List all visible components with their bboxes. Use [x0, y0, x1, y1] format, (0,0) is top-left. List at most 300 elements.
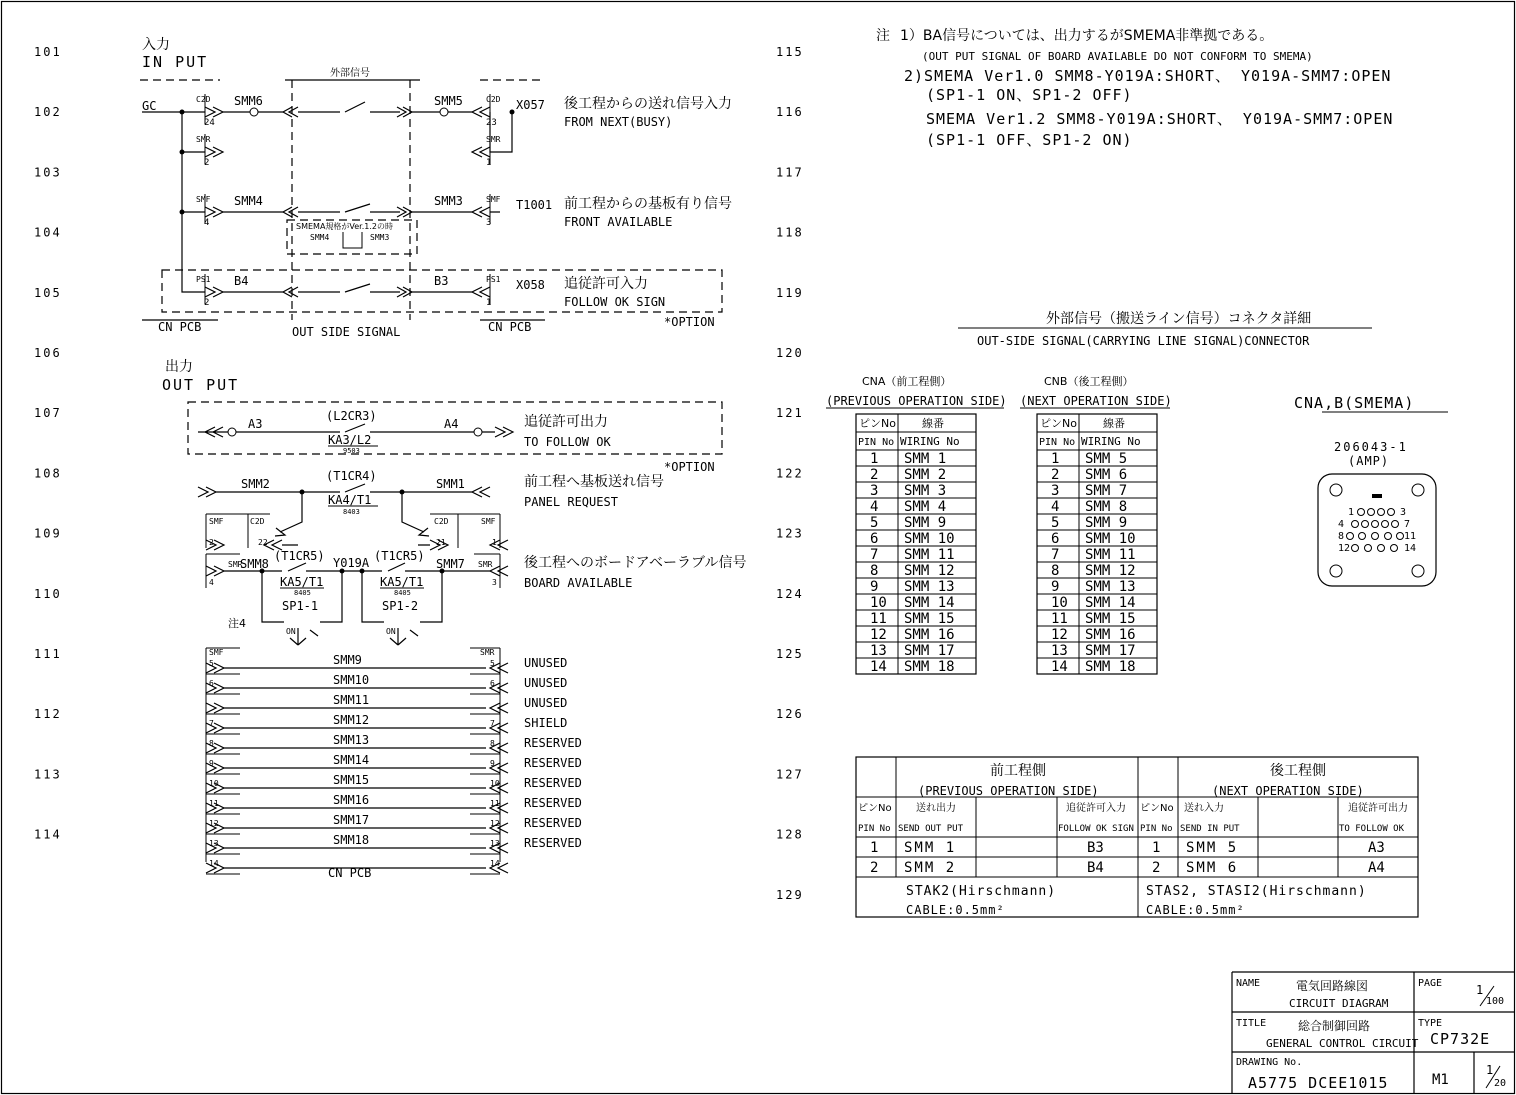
t2-npin: 2 — [1152, 860, 1161, 876]
title-block — [1232, 972, 1514, 1093]
input-address: T1001 — [516, 198, 553, 212]
row-number: 106 — [34, 346, 62, 360]
board-rconn: SMR — [478, 560, 493, 569]
wiring-number: SMM 18 — [904, 659, 955, 675]
row-number: 104 — [34, 225, 62, 240]
input-lconn: C2D — [196, 95, 211, 104]
wiring-number: SMM 10 — [904, 531, 955, 547]
row-number: 127 — [776, 767, 804, 782]
pin-label: 12 — [1338, 543, 1351, 554]
row-number: 120 — [776, 346, 804, 360]
cable-size-prev: CABLE:0.5mm² — [906, 903, 1005, 917]
board-coil2: KA5/T1 — [380, 575, 424, 589]
wiring-number: SMM 17 — [904, 643, 955, 659]
pin-number: 10 — [870, 595, 887, 611]
input-desc-en: FOLLOW OK SIGN — [564, 295, 666, 309]
line-pin-right: 11 — [490, 799, 500, 808]
row-number: 114 — [34, 827, 62, 842]
cna-title-jp: CNA（前工程側） — [862, 375, 952, 388]
output-title-jp: 出力 — [165, 359, 193, 375]
t2-follow: B4 — [1087, 860, 1104, 876]
line-pin-left: 6 — [209, 679, 214, 688]
t2-npin: 1 — [1152, 840, 1161, 856]
pin-number: 2 — [1051, 467, 1060, 483]
wire-header-en: WIRING No — [1081, 435, 1141, 448]
h-follow-out-en: TO FOLLOW OK — [1339, 824, 1405, 834]
row-number: 113 — [34, 767, 62, 782]
input-section — [140, 36, 732, 339]
cable-prev: STAK2(Hirschmann) — [906, 884, 1057, 899]
follow-left: A3 — [248, 417, 263, 431]
row-number: 128 — [776, 827, 804, 842]
follow-en: TO FOLLOW OK — [524, 435, 611, 449]
wire-header-en: WIRING No — [900, 435, 960, 448]
input-title-en: IN PUT — [142, 53, 209, 71]
board-coil-no2: 8405 — [394, 589, 411, 597]
follow-jp: 追従許可出力 — [524, 414, 608, 430]
tb-sheet-total: 20 — [1494, 1078, 1507, 1089]
row-number: 125 — [776, 647, 804, 661]
note-2a: 2)SMEMA Ver1.0 SMM8-Y019A:SHORT、 Y019A-SMM7:OPEN — [904, 67, 1392, 85]
h-follow-in-en: FOLLOW OK SIGN — [1058, 824, 1134, 834]
outside-signal-label: OUT SIDE SIGNAL — [292, 325, 401, 339]
board-lconn: SMR — [228, 560, 243, 569]
smema-note-smm4: SMM4 — [310, 233, 330, 242]
input-rconn: SMF — [486, 195, 501, 204]
tb-page-label: PAGE — [1418, 978, 1443, 989]
input-rpin: 23 — [486, 118, 497, 128]
input-title-jp: 入力 — [142, 37, 170, 53]
line-name: SMM9 — [333, 653, 362, 667]
input-lconn: PS1 — [196, 275, 211, 284]
input-desc-en: FROM NEXT(BUSY) — [564, 115, 673, 129]
line-label: UNUSED — [524, 696, 568, 710]
connector-face — [1318, 474, 1436, 586]
input-rconn: SMR — [486, 135, 501, 144]
line-name: SMM18 — [333, 833, 370, 847]
line-pin-right: 12 — [490, 819, 500, 828]
tb-type: CP732E — [1430, 1030, 1491, 1048]
smema-note-smm3: SMM3 — [370, 233, 390, 242]
wiring-number: SMM 5 — [1085, 451, 1128, 467]
pin-label: 11 — [1404, 531, 1417, 542]
connector-pins — [1338, 507, 1416, 554]
wiring-number: SMM 7 — [1085, 483, 1128, 499]
pin-number: 2 — [870, 467, 879, 483]
cable-size-next: CABLE:0.5mm² — [1146, 903, 1245, 917]
wire-header-jp: 線番 — [922, 417, 944, 430]
row-number: 101 — [34, 45, 62, 59]
panel-coil: KA4/T1 — [328, 493, 372, 507]
wire-header-jp: 線番 — [1103, 417, 1125, 430]
wiring-number: SMM 6 — [1085, 467, 1128, 483]
board-rpin: 3 — [492, 578, 497, 587]
notes-section — [876, 27, 1393, 149]
line-name: SMM10 — [333, 673, 370, 687]
panel-lconn1: SMF — [209, 517, 224, 526]
pin-number: 5 — [1051, 515, 1060, 531]
next-side-jp: 後工程側 — [1270, 763, 1326, 779]
pin-number: 13 — [1051, 643, 1068, 659]
prev-side-en: (PREVIOUS OPERATION SIDE) — [918, 784, 1099, 798]
row-number: 108 — [34, 466, 62, 481]
wiring-number: SMM 16 — [1085, 627, 1136, 643]
board-sp2: SP1-2 — [382, 599, 419, 613]
pin-header-jp: ピンNo — [1040, 417, 1077, 430]
pin-number: 11 — [1051, 611, 1068, 627]
wiring-number: SMM 13 — [904, 579, 955, 595]
wiring-number: SMM 8 — [1085, 499, 1128, 515]
board-en: BOARD AVAILABLE — [524, 576, 633, 590]
t2-pin: 1 — [870, 840, 879, 856]
note-1-en: (OUT PUT SIGNAL OF BOARD AVAILABLE DO NOT CONFORM TO SMEMA) — [922, 50, 1313, 63]
cn-pcb-right: CN PCB — [488, 320, 532, 334]
input-lconn: SMF — [196, 195, 211, 204]
row-number: 129 — [776, 887, 804, 902]
board-mid: Y019A — [333, 556, 370, 570]
row-number: 102 — [34, 105, 62, 120]
line-name: SMM11 — [333, 693, 370, 707]
t2-nsend: SMM 6 — [1186, 860, 1239, 876]
wiring-number: SMM 11 — [1085, 547, 1136, 563]
cna-title-en: (PREVIOUS OPERATION SIDE) — [826, 394, 1007, 408]
output-lines — [206, 653, 582, 874]
panel-rconn1: C2D — [434, 517, 449, 526]
row-number: 121 — [776, 406, 804, 421]
wiring-number: SMM 15 — [904, 611, 955, 627]
line-pin-right: 9 — [490, 759, 495, 768]
line-pin-right: 10 — [490, 779, 500, 788]
follow-coil-no: 9503 — [343, 447, 360, 455]
pin-label: 7 — [1404, 519, 1411, 530]
input-right-signal: SMM5 — [434, 94, 463, 108]
tb-name-en: CIRCUIT DIAGRAM — [1289, 997, 1389, 1010]
pin-number: 9 — [870, 579, 879, 595]
line-name: SMM12 — [333, 713, 370, 727]
input-rconn: C2D — [486, 95, 501, 104]
line-label: RESERVED — [524, 836, 582, 850]
board-sp1: SP1-1 — [282, 599, 319, 613]
input-desc-jp: 前工程からの基板有り信号 — [564, 196, 732, 212]
wiring-number: SMM 12 — [904, 563, 955, 579]
line-pin-left: 9 — [209, 759, 214, 768]
input-left-signal: SMM4 — [234, 194, 263, 208]
pin-number: 1 — [1051, 451, 1060, 467]
smema-connector-title: CNA,B(SMEMA) — [1294, 394, 1415, 412]
line-label: RESERVED — [524, 776, 582, 790]
h-send-jp: 送れ出力 — [916, 803, 956, 814]
wiring-number: SMM 10 — [1085, 531, 1136, 547]
h-pin-jp: ピンNo — [858, 803, 892, 814]
panel-rpin1: 21 — [436, 538, 446, 547]
pin-number: 9 — [1051, 579, 1060, 595]
line-name: SMM17 — [333, 813, 370, 827]
h-send-en: SEND OUT PUT — [898, 824, 964, 834]
wiring-number: SMM 9 — [1085, 515, 1128, 531]
input-left-signal: SMM6 — [234, 94, 263, 108]
sheet-frame — [2, 2, 1515, 1094]
t2-nfollow: A4 — [1368, 860, 1385, 876]
input-address: X058 — [516, 278, 545, 292]
pin-header-en: PIN No — [858, 437, 895, 448]
row-number: 105 — [34, 285, 62, 300]
h-follow-in-jp: 追従許可入力 — [1066, 803, 1126, 814]
connector-detail — [826, 310, 1448, 675]
t2-send: SMM 1 — [904, 840, 957, 856]
note-1: 1）BA信号については、出力するがSMEMA非準拠である。 — [900, 28, 1274, 44]
pin-number: 8 — [870, 563, 879, 579]
option-label-output: *OPTION — [664, 460, 715, 474]
row-number: 122 — [776, 466, 804, 481]
option-label-input: *OPTION — [664, 315, 715, 329]
external-signal-label: 外部信号 — [330, 68, 370, 79]
prev-side-jp: 前工程側 — [990, 763, 1046, 779]
pin-number: 6 — [870, 531, 879, 547]
board-jp: 後工程へのボードアベーラブル信号 — [524, 555, 747, 571]
input-rpin: 1 — [486, 158, 492, 168]
wiring-number: SMM 4 — [904, 499, 947, 515]
tb-name-jp: 電気回路線図 — [1296, 979, 1369, 993]
output-section — [162, 358, 746, 880]
cnb-title-jp: CNB（後工程側） — [1044, 375, 1134, 388]
pin-number: 3 — [1051, 483, 1060, 499]
line-name: SMM16 — [333, 793, 370, 807]
note-2b: (SP1-1 ON、SP1-2 OFF) — [926, 86, 1133, 104]
wiring-number: SMM 14 — [904, 595, 955, 611]
line-pin-right: 13 — [490, 839, 500, 848]
h-pin-jp-next: ピンNo — [1140, 803, 1174, 814]
pin-number: 7 — [1051, 547, 1060, 563]
panel-coil-no: 8403 — [343, 508, 360, 516]
panel-lconn2: C2D — [250, 517, 265, 526]
line-label: RESERVED — [524, 736, 582, 750]
panel-en: PANEL REQUEST — [524, 495, 618, 509]
wiring-number: SMM 3 — [904, 483, 947, 499]
input-lconn: SMR — [196, 135, 211, 144]
panel-left: SMM2 — [241, 477, 270, 491]
cna-table — [856, 414, 976, 675]
pin-number: 11 — [870, 611, 887, 627]
line-label: UNUSED — [524, 676, 568, 690]
h-pin-en-next: PIN No — [1140, 824, 1173, 834]
line-pin-left: 8 — [209, 739, 214, 748]
pin-label: 3 — [1400, 507, 1407, 518]
row-number: 126 — [776, 707, 804, 722]
board-relay1: (T1CR5) — [274, 549, 325, 563]
input-lpin: 2 — [204, 298, 210, 308]
cnb-table — [1037, 414, 1157, 675]
wiring-number: SMM 1 — [904, 451, 947, 467]
next-side-en: (NEXT OPERATION SIDE) — [1212, 784, 1364, 798]
pin-number: 13 — [870, 643, 887, 659]
line-pin-right: 5 — [490, 659, 495, 668]
pin-number: 4 — [1051, 499, 1060, 515]
cn-pcb-output: CN PCB — [328, 866, 372, 880]
line-pin-right: 8 — [490, 739, 495, 748]
pin-number: 12 — [1051, 627, 1068, 643]
board-on1: ON — [286, 627, 296, 636]
pin-number: 12 — [870, 627, 887, 643]
line-label: RESERVED — [524, 796, 582, 810]
input-rpin: 3 — [486, 218, 492, 228]
row-number: 123 — [776, 526, 804, 541]
row-number: 116 — [776, 105, 804, 120]
wiring-number: SMM 16 — [904, 627, 955, 643]
h-sendin-en: SEND IN PUT — [1180, 824, 1240, 834]
wiring-number: SMM 11 — [904, 547, 955, 563]
line-pin-left: 11 — [209, 799, 219, 808]
board-coil1: KA5/T1 — [280, 575, 324, 589]
panel-right: SMM1 — [436, 477, 465, 491]
wiring-number: SMM 15 — [1085, 611, 1136, 627]
input-desc-jp: 後工程からの送れ信号入力 — [564, 96, 732, 112]
input-rows — [196, 94, 732, 309]
gc-label: GC — [142, 99, 157, 113]
cn-pcb-left: CN PCB — [158, 320, 202, 334]
pin-number: 10 — [1051, 595, 1068, 611]
board-left: SMM8 — [240, 557, 269, 571]
connector-title-jp: 外部信号（搬送ライン信号）コネクタ詳細 — [1046, 311, 1312, 327]
row-number: 110 — [34, 586, 62, 601]
t2-follow: B3 — [1087, 840, 1104, 856]
pin-header-en: PIN No — [1039, 437, 1076, 448]
row-number: 124 — [776, 586, 804, 601]
pin-number: 14 — [870, 659, 887, 675]
pin-label: 8 — [1338, 531, 1345, 542]
input-lpin: 2 — [204, 158, 210, 168]
wiring-number: SMM 17 — [1085, 643, 1136, 659]
line-pin-left: 5 — [209, 659, 214, 668]
h-sendin-jp: 送れ入力 — [1184, 803, 1224, 814]
pin-number: 4 — [870, 499, 879, 515]
line-label: RESERVED — [524, 816, 582, 830]
pin-number: 3 — [870, 483, 879, 499]
t2-nfollow: A3 — [1368, 840, 1385, 856]
line-label: UNUSED — [524, 656, 568, 670]
follow-coil: KA3/L2 — [328, 433, 372, 447]
row-number: 107 — [34, 406, 62, 421]
row-number: 115 — [776, 45, 804, 59]
pin-number: 5 — [870, 515, 879, 531]
board-note: 注4 — [228, 617, 246, 630]
wiring-number: SMM 13 — [1085, 579, 1136, 595]
panel-lpin2: 22 — [258, 538, 268, 547]
panel-lpin1: 2 — [209, 538, 214, 547]
h-follow-out-jp: 追従許可出力 — [1348, 803, 1408, 814]
pin-number: 8 — [1051, 563, 1060, 579]
input-desc-en: FRONT AVAILABLE — [564, 215, 673, 229]
t2-nsend: SMM 5 — [1186, 840, 1239, 856]
line-name: SMM14 — [333, 753, 370, 767]
panel-relay: (T1CR4) — [326, 469, 377, 483]
input-rpin: 1 — [486, 298, 492, 308]
cable-next: STAS2, STASI2(Hirschmann) — [1146, 884, 1367, 899]
h-pin-en: PIN No — [858, 824, 891, 834]
board-relay2: (T1CR5) — [374, 549, 425, 563]
t2-pin: 2 — [870, 860, 879, 876]
tb-drawing-no: A5775 DCEE1015 — [1248, 1074, 1389, 1092]
input-rconn: PS1 — [486, 275, 501, 284]
input-lpin: 4 — [204, 218, 210, 228]
board-right: SMM7 — [436, 557, 465, 571]
wiring-number: SMM 14 — [1085, 595, 1136, 611]
part-number: 206043-1 — [1334, 440, 1408, 454]
maker: (AMP) — [1348, 454, 1390, 468]
input-left-signal: B4 — [234, 274, 249, 288]
tb-title-label: TITLE — [1236, 1018, 1267, 1029]
panel-rconn2: SMF — [481, 517, 496, 526]
pin-header-jp: ピンNo — [859, 417, 896, 430]
pin-label: 4 — [1338, 519, 1345, 530]
line-pin-right: 6 — [490, 679, 495, 688]
tb-page-total: 100 — [1486, 996, 1505, 1007]
output-title-en: OUT PUT — [162, 376, 240, 394]
input-right-signal: B3 — [434, 274, 449, 288]
wiring-number: SMM 9 — [904, 515, 947, 531]
tb-drawing-label: DRAWING No. — [1236, 1057, 1303, 1068]
follow-right: A4 — [444, 417, 459, 431]
wiring-number: SMM 2 — [904, 467, 947, 483]
line-pin-right: 14 — [490, 859, 500, 868]
note-2d: (SP1-1 OFF、SP1-2 ON) — [926, 131, 1133, 149]
input-lpin: 24 — [204, 118, 215, 128]
line-pin-left: 13 — [209, 839, 219, 848]
tb-rev: M1 — [1432, 1072, 1449, 1088]
operation-side-table — [856, 757, 1418, 917]
input-address: X057 — [516, 98, 545, 112]
input-desc-jp: 追従許可入力 — [564, 276, 648, 292]
wiring-number: SMM 18 — [1085, 659, 1136, 675]
smf-label: SMF — [209, 648, 224, 657]
row-number: 117 — [776, 165, 804, 180]
line-pin-left: 12 — [209, 819, 219, 828]
row-number: 109 — [34, 526, 62, 541]
row-number: 112 — [34, 707, 62, 722]
tb-title-en: GENERAL CONTROL CIRCUIT — [1266, 1037, 1419, 1050]
note-2c: SMEMA Ver1.2 SMM8-Y019A:SHORT、 Y019A-SMM7:OPEN — [926, 110, 1394, 128]
smema-note: SMEMA規格がVer.1.2の時 — [296, 222, 394, 231]
line-pin-left: 10 — [209, 779, 219, 788]
tb-title-jp: 総合制御回路 — [1298, 1019, 1371, 1033]
row-number: 118 — [776, 225, 804, 240]
pin-number: 1 — [870, 451, 879, 467]
follow-relay: (L2CR3) — [326, 409, 377, 423]
tb-type-label: TYPE — [1418, 1018, 1443, 1029]
board-lpin: 4 — [209, 578, 214, 587]
line-name: SMM15 — [333, 773, 370, 787]
line-pin-left: 14 — [209, 859, 219, 868]
pin-number: 7 — [870, 547, 879, 563]
line-pin-right: 7 — [490, 719, 495, 728]
connector-title-en: OUT-SIDE SIGNAL(CARRYING LINE SIGNAL)CONNECTOR — [977, 334, 1310, 348]
pin-number: 14 — [1051, 659, 1068, 675]
line-label: RESERVED — [524, 756, 582, 770]
tb-name-label: NAME — [1236, 978, 1261, 989]
panel-jp: 前工程へ基板送れ信号 — [524, 474, 664, 490]
notes-prefix: 注 — [876, 28, 890, 44]
pin-label: 14 — [1404, 543, 1417, 554]
row-number: 111 — [34, 647, 62, 661]
tb-page: 1 — [1476, 983, 1484, 997]
row-number: 119 — [776, 285, 804, 300]
pin-number: 6 — [1051, 531, 1060, 547]
tb-sheet: 1 — [1486, 1063, 1494, 1077]
line-name: SMM13 — [333, 733, 370, 747]
board-coil-no1: 8405 — [294, 589, 311, 597]
line-pin-left: 7 — [209, 719, 214, 728]
cnb-title-en: (NEXT OPERATION SIDE) — [1020, 394, 1172, 408]
pin-label: 1 — [1348, 507, 1355, 518]
